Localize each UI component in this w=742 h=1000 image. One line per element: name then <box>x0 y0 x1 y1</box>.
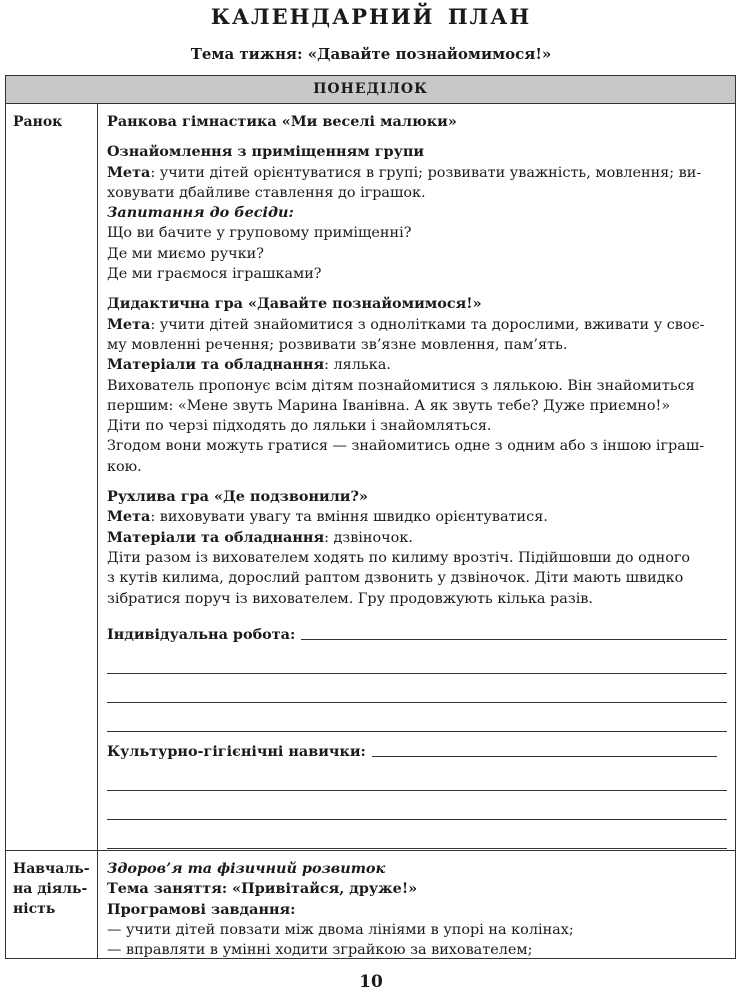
individual-work-blank-3[interactable] <box>107 703 727 732</box>
didactic-goal-cont: му мовленні речення; розвивати зв’язне мовлення, пам’ять. <box>107 336 568 353</box>
individual-work-blank-2[interactable] <box>107 674 727 703</box>
outdoor-goal-line <box>107 507 727 527</box>
materials-text: : дзвіночок. <box>324 529 413 546</box>
questions-label: Запитання до бесіди: <box>107 204 294 222</box>
program-tasks-label: Програмові завдання: <box>107 900 296 918</box>
didactic-text-1: Вихователь пропонує всім дітям познайомитися з лялькою. Він знайомиться <box>107 377 695 394</box>
week-theme: Тема тижня: «Давайте познайомимося!» <box>190 45 552 63</box>
plan-table <box>5 75 736 959</box>
learning-label-line-2: на діяль- <box>13 881 88 897</box>
learning-content <box>98 851 735 959</box>
hygiene-row <box>107 740 727 762</box>
goal-label: Мета <box>107 315 151 333</box>
learning-row <box>6 851 735 959</box>
familiarization-block <box>107 142 727 284</box>
page-title: КАЛЕНДАРНИЙ ПЛАН <box>210 4 532 29</box>
morning-content <box>98 104 735 850</box>
outdoor-game-block <box>107 487 727 609</box>
morning-label <box>6 104 98 850</box>
goal-text: : учити дітей орієнтуватися в групі; розвивати уважність, мовлення; ви- <box>150 164 702 181</box>
topic-value: «Привітайся, друже!» <box>227 880 418 898</box>
hygiene-blank-2[interactable] <box>107 791 727 820</box>
morning-row <box>6 104 735 851</box>
didactic-game-block <box>107 294 727 477</box>
outdoor-materials-line <box>107 528 727 548</box>
didactic-text-5: кою. <box>107 458 142 475</box>
page-number: 10 <box>359 972 383 992</box>
hygiene-field[interactable] <box>372 755 717 757</box>
goal-text: : учити дітей знайомитися з однолітками та дорослими, вживати у своє- <box>150 316 705 333</box>
lesson-topic-line <box>107 879 727 899</box>
gymnastics-heading: Ранкова гімнастика «Ми веселі малюки» <box>107 113 457 130</box>
materials-label: Матеріали та обладнання <box>107 528 325 546</box>
individual-work-field[interactable] <box>301 638 727 640</box>
outdoor-text-3: зібратися поруч із вихователем. Гру продовжують кілька разів. <box>107 590 593 607</box>
didactic-goal-line <box>107 315 727 335</box>
outdoor-text-2: з кутів килима, дорослий раптом дзвонить у дзвіночок. Діти мають швидко <box>107 570 684 587</box>
question-3: Де ми граємося іграшками? <box>107 266 322 283</box>
didactic-game-heading: Дидактична гра «Давайте познайомимося!» <box>107 295 482 313</box>
hygiene-blank-1[interactable] <box>107 762 727 791</box>
program-task-1: — учити дітей повзати між двома лініями в упорі на колінах; <box>107 921 574 938</box>
individual-work-label: Індивідуальна робота: <box>107 625 296 643</box>
didactic-text-4: Згодом вони можуть гратися — знайомитись одне з одним або з іншою іграш- <box>107 438 705 455</box>
materials-text: : лялька. <box>324 357 391 374</box>
didactic-text-2: першим: «Мене звуть Марина Іванівна. А як звуть тебе? Дуже приємно!» <box>107 397 671 414</box>
outdoor-text-1: Діти разом із вихователем ходять по килиму врозтіч. Підійшовши до одного <box>107 549 691 566</box>
question-1: Що ви бачите у груповому приміщенні? <box>107 225 412 242</box>
individual-work-row <box>107 623 727 645</box>
topic-label: Тема заняття: <box>107 880 228 898</box>
learning-area: Здоров’я та фізичний розвиток <box>107 860 386 877</box>
goal-label: Мета <box>107 508 151 526</box>
learning-label <box>6 851 98 959</box>
individual-work-blank-1[interactable] <box>107 645 727 674</box>
didactic-text-3: Діти по черзі підходять до ляльки і знайомляться. <box>107 418 492 435</box>
learning-label-line-1: Навчаль- <box>13 861 90 877</box>
familiarization-heading: Ознайомлення з приміщенням групи <box>107 143 425 161</box>
hygiene-blank-3[interactable] <box>107 820 727 849</box>
day-header: ПОНЕДІЛОК <box>6 76 735 104</box>
morning-label-text: Ранок <box>13 114 63 130</box>
goal-text: : виховувати увагу та вміння швидко орієнтуватися. <box>150 509 548 526</box>
hygiene-label: Культурно-гігієнічні навички: <box>107 742 366 760</box>
didactic-materials-line <box>107 355 727 375</box>
program-task-2: — вправляти в умінні ходити зграйкою за вихователем; <box>107 942 533 959</box>
goal-label: Мета <box>107 163 151 181</box>
familiarization-goal-line <box>107 163 727 183</box>
question-2: Де ми миємо ручки? <box>107 245 264 262</box>
learning-label-line-3: ність <box>13 901 56 917</box>
materials-label: Матеріали та обладнання <box>107 356 325 374</box>
outdoor-game-heading: Рухлива гра «Де подзвонили?» <box>107 488 368 506</box>
familiarization-goal-cont: ховувати дбайливе ставлення до іграшок. <box>107 184 426 201</box>
